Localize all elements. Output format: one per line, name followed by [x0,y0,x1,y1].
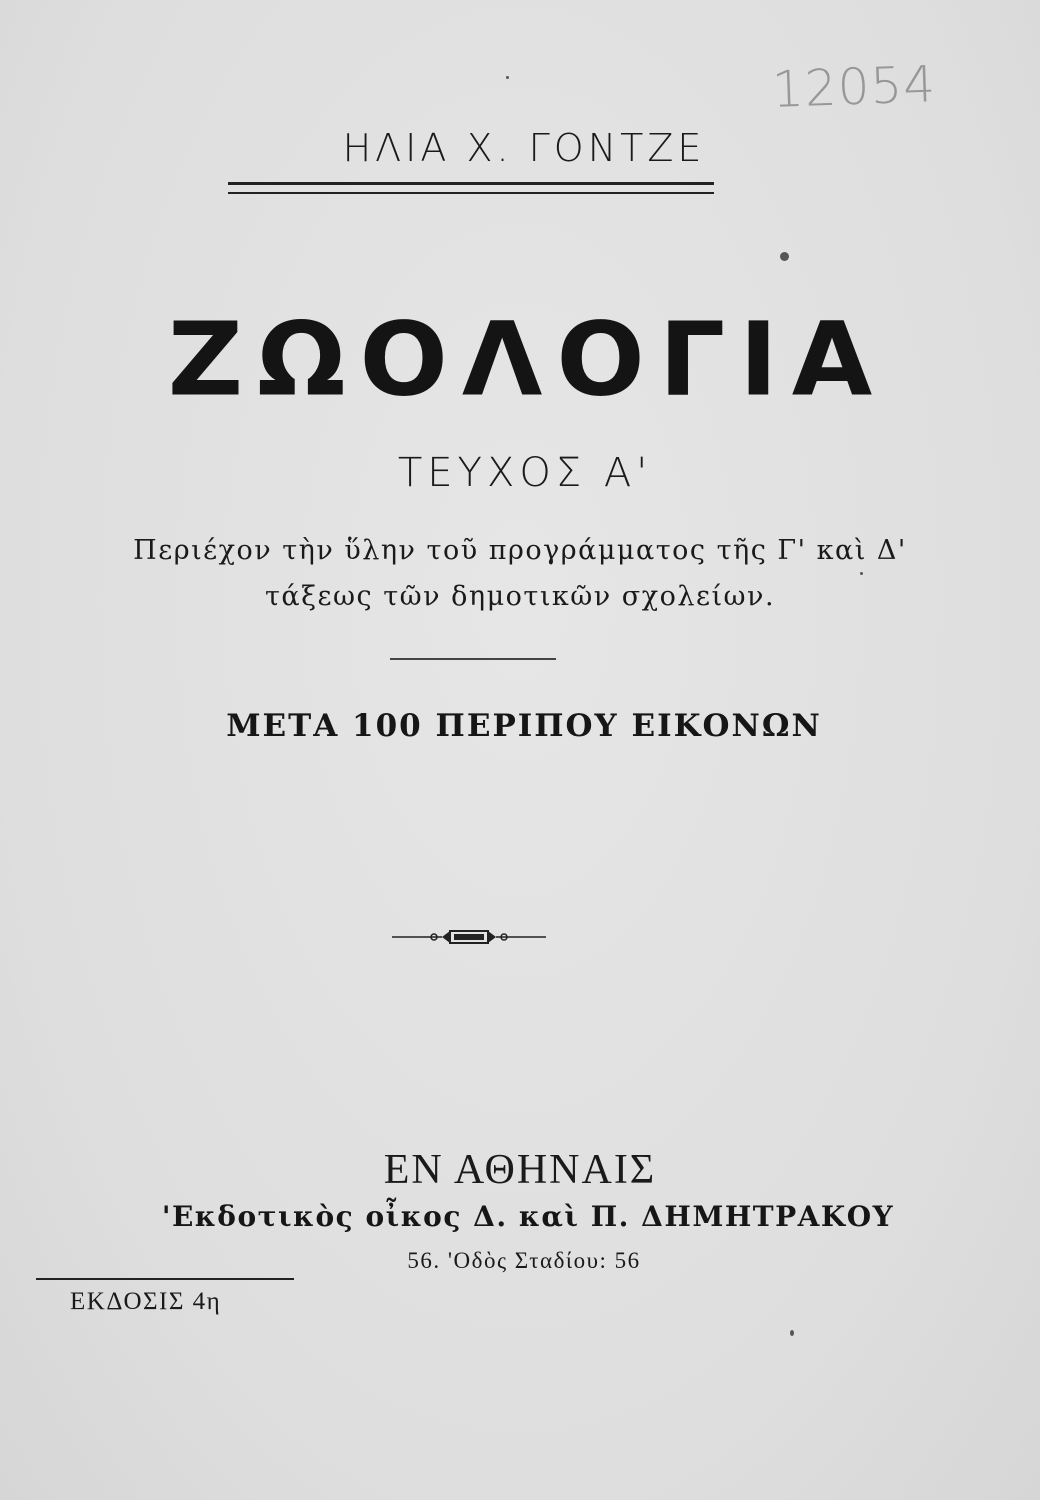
paper-speck [790,1330,794,1336]
handwritten-catalog-number: 12054 [771,55,938,119]
imprint-address: 56. 'Οδὸς Σταδίου: 56 [407,1248,641,1273]
description-line-2: τάξεως τῶν δημοτικῶν σχολείων. [264,581,776,612]
edition-rule [36,1278,294,1280]
double-rule-divider [228,182,714,194]
paper-speck [506,76,509,79]
book-title: ΖΩΟΛΟΓΙΑ [167,299,887,419]
description-line-1: Περιέχον τὴν ὕλην τοῦ προγράμματος τῆς Γ' καὶ Δ' [133,535,907,566]
images-note: ΜΕΤΑ 100 ΠΕΡΙΠΟΥ ΕΙΚΟΝΩΝ [226,708,822,744]
imprint-publisher: 'Εκδοτικὸς οἶκος Δ. καὶ Π. ΔΗΜΗΤΡΑΚΟΥ [161,1200,895,1233]
author-name: ΗΛΙΑ Χ. ΓΟΝΤΖΕ [342,126,706,170]
imprint-city: ΕΝ ΑΘΗΝΑΙΣ [383,1147,657,1193]
paper-speck [860,572,863,575]
short-rule-divider [390,658,556,660]
edition-label: ΕΚΔΟΣΙΣ 4η [70,1288,222,1315]
paper-speck [780,252,789,261]
ornament-divider [392,925,546,949]
description [0,528,1040,620]
volume-label: ΤΕΥΧΟΣ Α' [397,450,653,496]
